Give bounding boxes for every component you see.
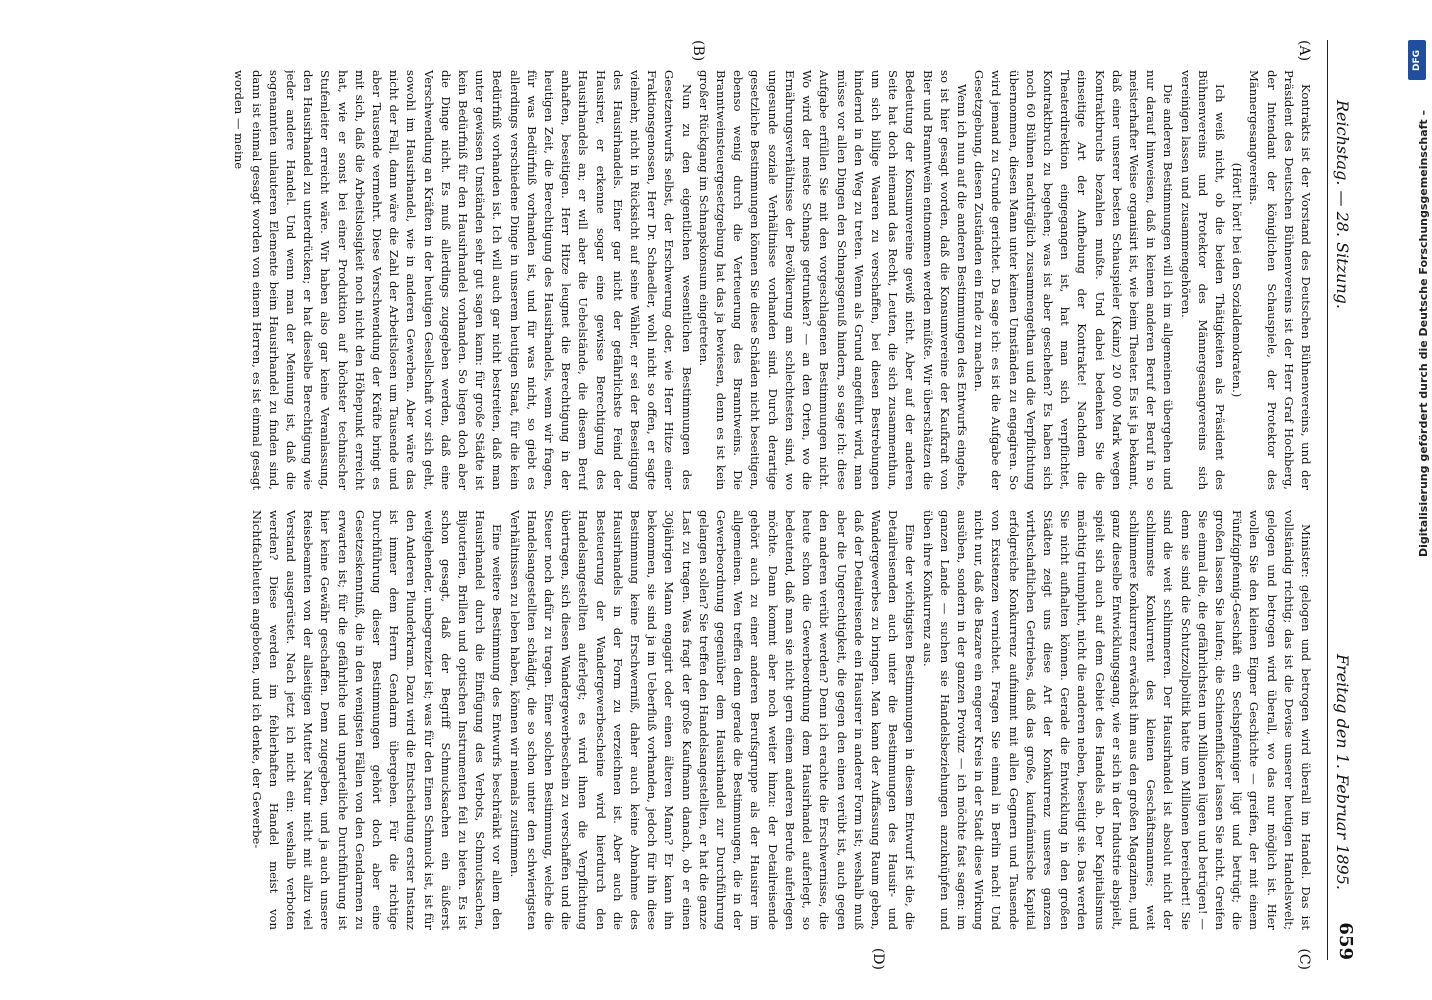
dfg-logo: DFG bbox=[1408, 40, 1426, 80]
paragraph: Minister: gelogen und betrogen wird überall im Handel. Das ist vollständig richtig; das ist die Devise unserer heutigen Handelswelt; gelogen und betrogen wird überall, wo das nur möglich ist. Hier wollen Sie den kleinen Eigner Geschichte — greifen, der mit einem Fünfzigpfennig-Geschäft ein Sechspfenniger lügt und betrügt; die großen lassen Sie laufen; die Schienenflicker lassen Sie nicht. Greifen Sie einmal die, die gefährlichsten um Millionen lügen und betrügen! — denn sie sind die Schutzzollpolitik hatte um Millionen bereichert! Sie sind die weit schlimmeren. Der Hausirhandel ist absolut nicht der schlimmste Konkurrent des kleinen Geschäftsmannes; weit schlimmere Konkurrenz erwächst ihm aus den großen Magazinen, und ganz dieselbe Entwicklungsgang, wie er sich in der Industrie abspielt, spielt sich auch auf dem Gebiet des Handels ab. Der Kapitalismus mächtig triumphirt, nicht die anderen neben, beseitigt sie. Das werden Sie nicht aufhalten können. Gerade die Entwicklung in den großen Städten zeigt uns diese Art der Konkurrenz unseres ganzen wirthschaftlichen Getriebes, daß das große, kaufmännische Kapital erfolgreiche Konkurrenz aufnimmt mit allen Gegnern und Tausende von Existenzen vernichtet. Fragen Sie einmal in Berlin nach! Und nicht nur, daß die Bazare ein engerer Kreis in der Stadt diese Wirkung ausüben, sondern in der ganzen Provinz — ich möchte fast sagen: im ganzen Lande — suchen sie Handelsbeziehungen anzuknüpfen und üben ihre Konkurrenz aus. bbox=[920, 510, 1313, 930]
section-marker-a: (A) bbox=[1296, 40, 1312, 62]
digitization-credit bbox=[1402, 20, 1430, 960]
section-marker-b: (B) bbox=[690, 40, 706, 62]
digitization-credit-text: Digitalisierung gefördert durch die Deutsche Forschungsgemeinschaft – bbox=[1417, 110, 1430, 557]
paragraph: Ich weiß nicht, ob die beiden Thätigkeiten als Präsident des Bühnenvereins und Protektor des Männergesangvereins sich vereinigen lassen und zusammengehören. bbox=[1178, 70, 1227, 490]
paragraph: Wenn ich nun auf die anderen Bestimmungen des Entwurfs eingehe, so ist hier gesagt worden, daß die Konsumvereine der Kaufkraft von Bier und Branntwein entnommen werden müßte. Wir überschätzen die Bedeutung der Konsumvereine gewiß nicht. Aber auf der anderen Seite hat doch niemand das Recht, Leuten, die sich zusammenthun, um sich billige Waaren zu verschaffen, bei diesen Bestrebungen hindernd in den Weg zu treten. Wenn als Grund angeführt wird, man müsse vor allen Dingen den Schnapsgenuß hindern, so sage ich: diese Aufgabe erfüllen Sie mit den vorgeschlagenen Bestimmungen nicht. Wo wird der meiste Schnaps getrunken? — an den Orten, wo die Ernährungsverhältnisse der Bevölkerung am schlechtesten sind, wo ungesunde soziale Verhältnisse vorhanden sind. Durch derartige gesetzliche Bestimmungen können Sie diese Schäden nicht beseitigen, ebenso wenig durch die Verteuerung des Branntweins. Die Branntweinsteuergesetzgebung hat das ja bewiesen, denn es ist kein großer Rückgang im Schnapskonsum eingetreten. bbox=[696, 70, 969, 490]
left-column bbox=[46, 70, 1314, 490]
header-session-title: Reichstag. — 28. Sitzung. bbox=[1333, 100, 1352, 309]
section-marker-d: (D) bbox=[870, 947, 886, 970]
paragraph: Nun zu den eigentlichen wesentlichen Bestimmungen des Gesetzentwurfs selbst, der Erschwerung oder, wie Herr Hitze einer Fraktionsgenossen, Herr Dr. Schaedler, wohl nicht so offen, er sagte vielmehr, nicht in Rücksicht auf seine Wähler, er sei der Beseitigung des Hausirhandels. Einer gar nicht der gefährlichste Feind der Hausirer, er erkenne sogar eine gewisse Berechtigung des Hausirhandels an; er will aber die Uebelstände, die diesem Beruf anhaften, beseitigen. Herr Hitze leugnet die Berechtigung in der heutigen Zeit, die Berechtigung des Hausirhandels, wenn wir fragen, für was Bedürfniß vorhanden ist, und für was nicht, so giebt es allerdings verschiedene Dinge in unserem heutigen Staat, für die kein Bedürfniß vorhanden ist. Ich will auch gar nicht bestreiten, daß man unter gewissen Umständen sehr gut sagen kann: für große Städte ist kein Bedürfniß für den Hausirhandel vorhanden. So liegen doch aber die Dinge nicht. Es muß allerdings zugegeben werden, daß eine Verschwendung an Kräften in der heutigen Gesellschaft vor sich geht, sowohl im Hausirhandel, wie in anderen Gewerben. Aber wäre das nicht der Fall, dann wäre die Zahl der Arbeitslosen um Tausende und aber Tausende vermehrt. Diese Verschwendung der Kräfte bringt es mit sich, daß die Arbeitslosigkeit noch nicht den Höhepunkt erreicht hat, wie er sonst bei einer Produktion auf höchster technischer Stufenleiter erreicht wäre. Wir haben also gar keine Veranlassung, den Hausirhandel zu unterdrücken; er hat dieselbe Berechtigung wie jeder andere Handel. Und wenn man der Meinung ist, daß die sogenannten unlauteren Elemente beim Hausirhandel zu finden sind, dann ist einmal gesagt worden von einem Herren, es ist einmal gesagt worden — meine bbox=[232, 70, 694, 490]
paragraph: Kontrakts ist der Vorstand des Deutschen Bühnenvereins, und der Präsident des Deutschen Bühnenvereins ist der Herr Graf Hochberg, der Intendant der königlichen Schauspiele, der Protektor des Männergesangvereins. bbox=[1247, 70, 1313, 490]
right-column bbox=[46, 510, 1314, 930]
paragraph: Eine der wichtigsten Bestimmungen in diesem Entwurf ist die, die Detailreisenden auch unter die Bestimmungen des Hausir- und Wandergewerbes zu bringen. Man kann der Auffassung Raum geben, daß der Detailreisende ein Hausirer in anderer Form ist; weshalb muß aber die Ungerechtigkeit, die gegen den einen verübt ist, auch gegen den anderen verübt werden? Denn ich erachte die Erschwernisse, die heute schon die Gewerbeordnung dem Hausirhandel auferlegt, so bedeutend, daß man sie nicht gern einem anderen Berufe auferlegen möchte. Dann kommt aber noch weiter hinzu: der Detailreisende gehört auch zu einer anderen Berufsgruppe als der Hausirer im allgemeinen. Wen treffen denn gerade die Bestimmungen, die in der Gewerbeordnung gegenüber dem Hausirhandel zur Durchführung gelangen sollen? Sie treffen den Handelsangestellten, er hat die ganze Last zu tragen. Was fragt der große Kaufmann danach, ob er einen 30jährigen Mann engagirt oder einen älteren Mann? Er kann ihn bekommen, sie sind ja im Ueberfluß vorhanden, jedoch für ihn diese Bestimmung keine Erschwerniß, daher auch keine Abnahme des Hausirhandels in der Form zu verzeichnen ist. Aber auch die Besteuerung der Wandergewerbescheine wird hierdurch den Handelsangestellten auferlegt; es wird ihnen die Verpflichtung übertragen, sich diesen Wandergewerbeschein zu verschaffen und die Steuer noch dafür zu tragen. Einer solchen Bestimmung, welche die Handelsangestellten schädigt, die so schon unter den schwierigsten Verhältnissen zu leben haben, können wir niemals zustimmen. bbox=[507, 510, 918, 930]
page-header bbox=[1327, 40, 1356, 960]
paragraph: Die anderen Bestimmungen will ich im allgemeinen übergehen und nur darauf hinweisen, daß in keinem anderen Beruf der Beruf in so meisterhafter Weise organisirt ist, wie beim Theater. Es ist ja bekannt, daß einer unserer besten Schauspieler (Kainz) 20 000 Mark wegen Kontraktbruchs bezahlen mußte. Und dabei bedenken Sie die einseitige Art der Aufhebung der Kontrakte! Nachdem die Theaterdirektion eingegangen ist, hat man sich verpflichtet, Kontraktbruch zu begehen; was ist aber geschehen? Es haben sich noch 60 Bühnen nachträglich zusammengethan und die Verpflichtung übernommen, diesen Mann unter keinen Umständen zu engagiren. So wird jemand zu Grunde gerichtet. Da sage ich: es ist die Aufgabe der Gesetzgebung, diesen Zuständen ein Ende zu machen. bbox=[972, 70, 1176, 490]
paragraph: (Hört! hört! bei den Sozialdemokraten.) bbox=[1230, 162, 1245, 398]
section-marker-c: (C) bbox=[1296, 948, 1312, 970]
paragraph: Eine weitere Bestimmung des Entwurfs beschränkt vor allem den Hausirhandel durch die Einfügung des Verbots, Schmucksachen, Bijouterien, Brillen und optischen Instrumenten feil zu bieten. Es ist schon gesagt, daß der Begriff Schmucksachen ein äußerst weitgehender, unbegrenzter ist; was für den Einen Schmuck ist, ist für den Anderen Plunderkram. Dazu wird die Entscheidung erster Instanz ist immer dem Herrn Gendarm übergeben. Für die richtige Durchführung dieser Bestimmungen gehört doch aber eine Gesetzeskenntniß, die in den wenigsten Fällen von den Gendarmen zu erwarten ist; für die gefährliche und unparteiliche Durchführung ist hier keine Gewähr geschaffen. Denn zugegeben, und ja auch unsere Reisebeamten von der allseitigen Mutter Natur nicht mit allzu viel Verstand ausgerüstet. Nach jetzt ich nicht ein: weshalb verboten werden? Diese werden im fehlerhaften Handel meist von Nichtfachleuten angeboten, und ich denke, der Gewerbe- bbox=[249, 510, 505, 930]
page-number: 659 bbox=[1335, 922, 1356, 960]
header-date: Freitag den 1. Februar 1895. bbox=[1333, 653, 1352, 890]
newspaper-page bbox=[26, 20, 1406, 980]
